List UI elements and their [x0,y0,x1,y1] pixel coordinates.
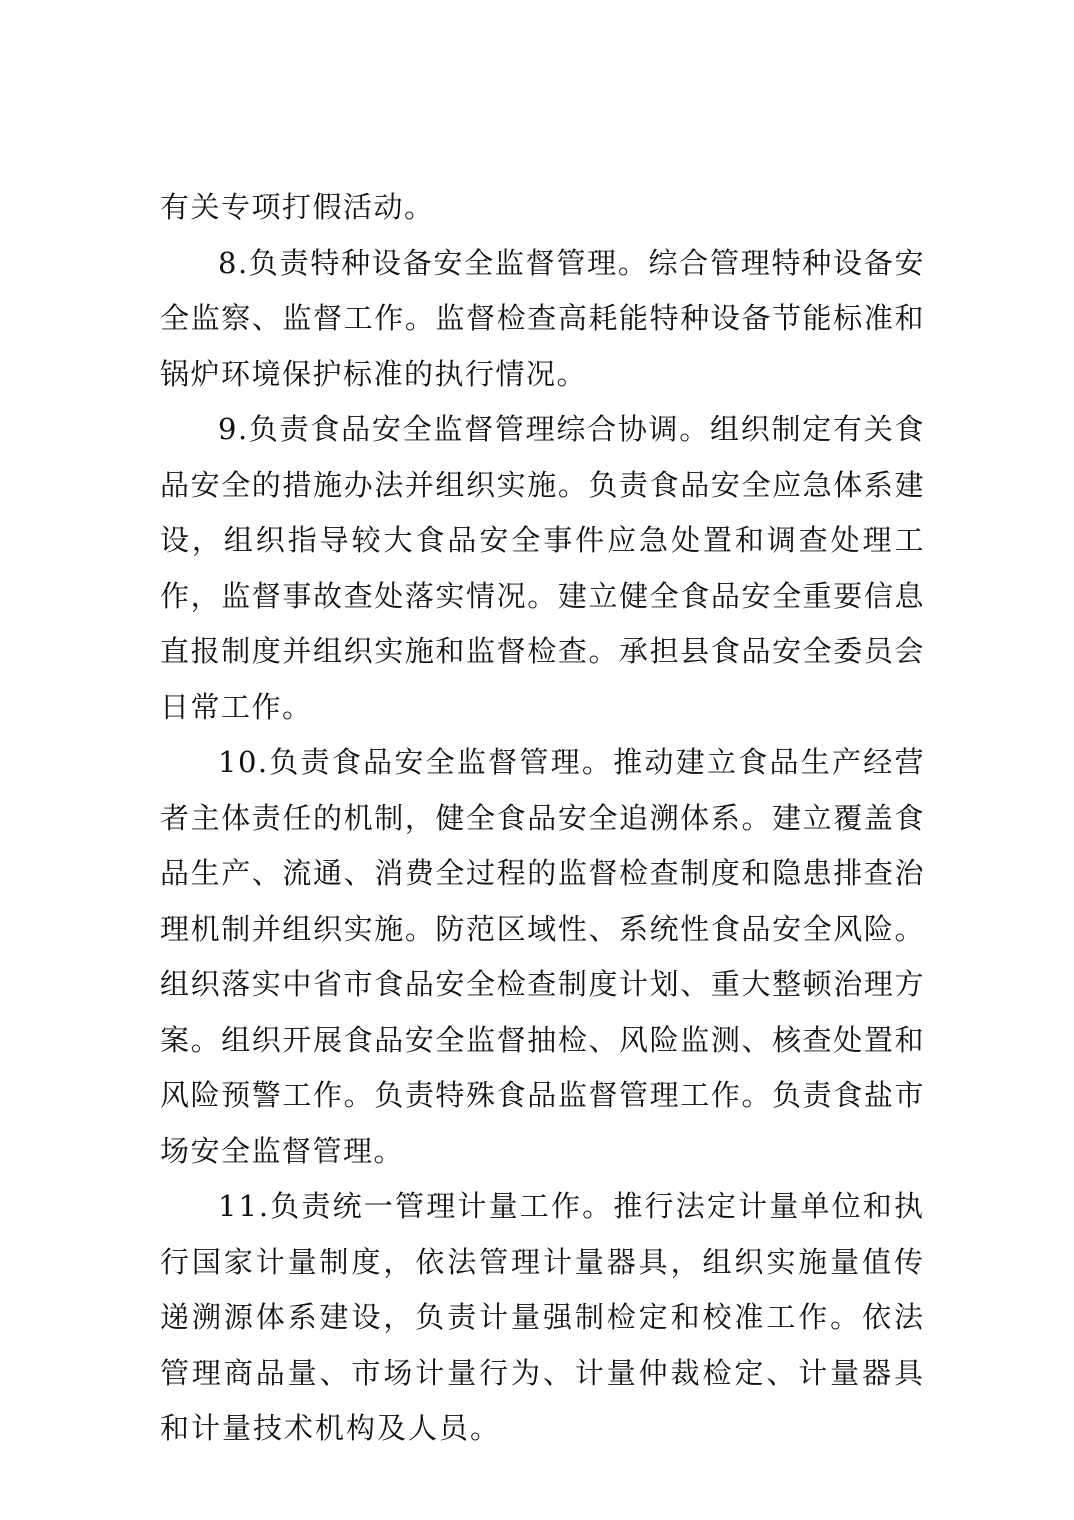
paragraph-item-9: 9.负责食品安全监督管理综合协调。组织制定有关食品安全的措施办法并组织实施。负责食品安全应急体系建设，组织指导较大食品安全事件应急处置和调查处理工作，监督事故查处落实情况。建立健全食品安全重要信息直报制度并组织实施和监督检查。承担县食品安全委员会日常工作。 [160,412,925,724]
document-body [160,180,925,1457]
paragraph-item-10: 10.负责食品安全监督管理。推动建立食品生产经营者主体责任的机制，健全食品安全追溯体系。建立覆盖食品生产、流通、消费全过程的监督检查制度和隐患排查治理机制并组织实施。防范区域性、系统性食品安全风险。组织落实中省市食品安全检查制度计划、重大整顿治理方案。组织开展食品安全监督抽检、风险监测、核查处置和风险预警工作。负责特殊食品监督管理工作。负责食盐市场安全监督管理。 [160,745,925,1168]
paragraph-continuation: 有关专项打假活动。 [160,190,435,224]
paragraph-item-8: 8.负责特种设备安全监督管理。综合管理特种设备安全监察、监督工作。监督检查高耗能特种设备节能标准和锅炉环境保护标准的执行情况。 [160,245,925,391]
paragraph-item-11: 11.负责统一管理计量工作。推行法定计量单位和执行国家计量制度，依法管理计量器具，组织实施量值传递溯源体系建设，负责计量强制检定和校准工作。依法管理商品量、市场计量行为、计量仲裁检定、计量器具和计量技术机构及人员。 [160,1189,925,1445]
